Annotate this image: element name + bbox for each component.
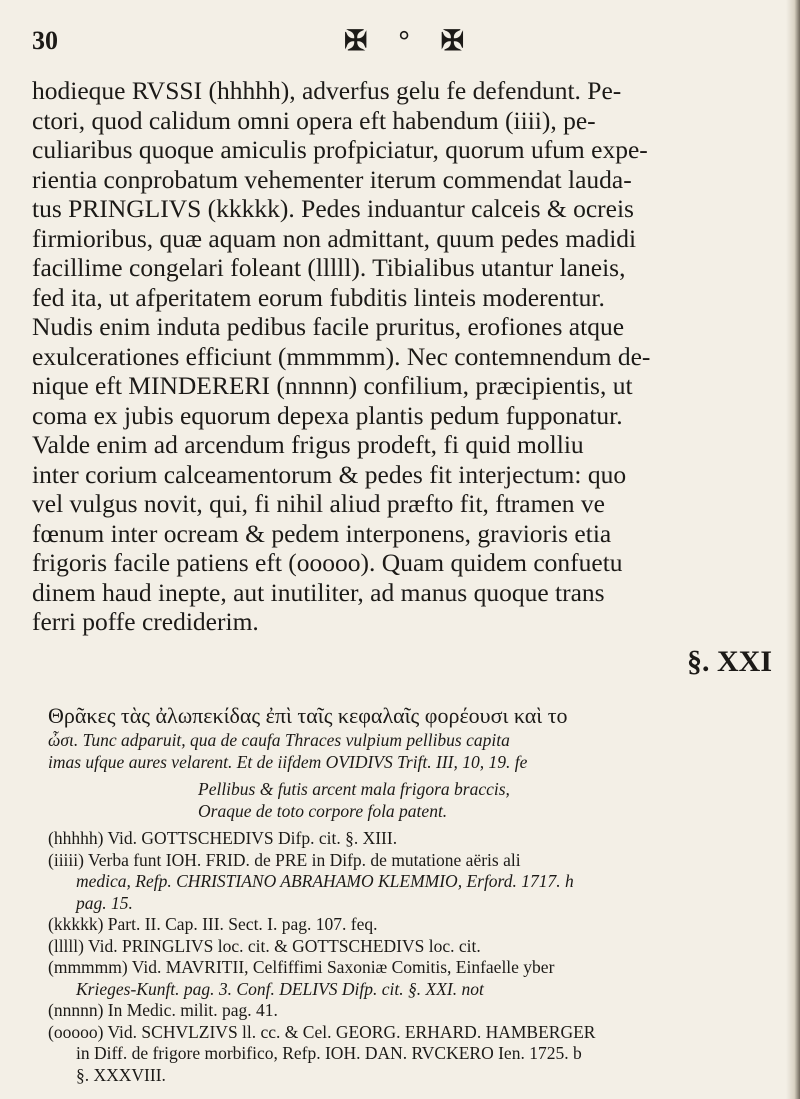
footnote-ooooo: (ooooo) Vid. SCHVLZIVS ll. cc. & Cel. GEORG. ERHARD. HAMBERGER (48, 1021, 596, 1042)
text-line: rientia conprobatum vehementer iterum commendat lauda- (32, 164, 632, 194)
footnote-lllll: (lllll) Vid. PRINGLIVS loc. cit. & GOTTSCHEDIVS loc. cit. (48, 935, 481, 956)
verse-line: Pellibus & futis arcent mala frigora braccis, (198, 779, 510, 799)
text-line: hodieque RVSSI (hhhhh), adverfus gelu fe defendunt. Pe- (32, 76, 622, 105)
footnote-line: medica, Refp. CHRISTIANO ABRAHAMO KLEMMIO, Erford. 1717. h (76, 871, 574, 891)
page-edge-shadow (786, 0, 800, 1099)
footnote-nnnnn: (nnnnn) In Medic. milit. pag. 41. (48, 1000, 278, 1020)
text-line: ctori, quod calidum omni opera eft habendum (iiii), pe- (32, 105, 596, 135)
page-header (32, 22, 772, 62)
text-line: firmioribus, quæ aquam non admittant, quum pedes madidi (32, 223, 637, 253)
footnote-line: Krieges-Kunft. pag. 3. Conf. DELIVS Difp. cit. §. XXI. not (76, 978, 484, 999)
text-line: tus PRINGLIVS (kkkkk). Pedes induantur calceis & ocreis (32, 194, 634, 223)
text-line: inter corium calceamentorum & pedes fit interjectum: quo (32, 459, 627, 489)
page-number: 30 (32, 26, 58, 55)
text-line: dinem haud inepte, aut inutiliter, ad manus quoque trans (32, 577, 605, 607)
header-ornament: ✠ ° ✠ (344, 26, 477, 57)
text-line: culiaribus quoque amiculis profpiciatur, quorum ufum expe- (32, 135, 648, 164)
text-line: coma ex jubis equorum depexa plantis pedum fupponatur. (32, 400, 623, 430)
text-line: nique eft MINDERERI (nnnnn) confilium, præcipientis, ut (32, 371, 633, 400)
verse-line: Oraque de toto corpore fola patent. (198, 800, 448, 821)
footnote-iiiii: (iiiii) Verba funt IOH. FRID. de PRE in Difp. de mutatione aëris ali (48, 849, 521, 870)
footnote-mmmmm: (mmmmm) Vid. MAVRITII, Celfiffimi Saxoniæ Comitis, Einfaelle yber (48, 957, 555, 977)
text-line: fed ita, ut afperitatem eorum fubditis linteis moderentur. (32, 282, 605, 312)
text-line: Valde enim ad arcendum frigus prodeft, fi quid molliu (32, 430, 584, 459)
text-line: ferri poffe crediderim. (32, 607, 259, 636)
text-line: facillime congelari foleant (lllll). Tibialibus utantur laneis, (32, 253, 626, 282)
main-text (32, 76, 787, 637)
footnote-kkkkk: (kkkkk) Part. II. Cap. III. Sect. I. pag. 107. feq. (48, 914, 378, 934)
footnote-line: pag. 15. (76, 892, 133, 913)
section-heading: §. XXI (686, 645, 772, 678)
footnotes (48, 702, 778, 1086)
footnote-line: in Diff. de frigore morbifico, Refp. IOH. DAN. RVCKERO Ien. 1725. b (76, 1043, 582, 1063)
text-line: Nudis enim induta pedibus facile pruritus, erofiones atque (32, 312, 625, 341)
text-line: vel vulgus novit, qui, fi nihil aliud præfto fit, ftramen ve (32, 489, 605, 518)
footnote-line: §. XXXVIII. (76, 1064, 166, 1085)
greek-quote-line: Θρᾶκες τὰς ἀλωπεκίδας ἐπὶ ταῖς κεφαλαῖς φορέουσι καὶ το (48, 703, 568, 728)
text-line: frigoris facile patiens eft (ooooo). Quam quidem confuetu (32, 548, 623, 577)
footnote-line: imas ufque aures velarent. Et de iifdem OVIDIVS Trift. III, 10, 19. fe (48, 751, 528, 772)
footnote-hhhhh: (hhhhh) Vid. GOTTSCHEDIVS Difp. cit. §. XIII. (48, 828, 398, 848)
text-line: fœnum inter ocream & pedem interponens, gravioris etia (32, 518, 612, 548)
text-line: exulcerationes efficiunt (mmmmm). Nec contemnendum de- (32, 341, 651, 371)
footnote-line: ὦσι. Tunc adparuit, qua de caufa Thraces vulpium pellibus capita (48, 730, 510, 750)
